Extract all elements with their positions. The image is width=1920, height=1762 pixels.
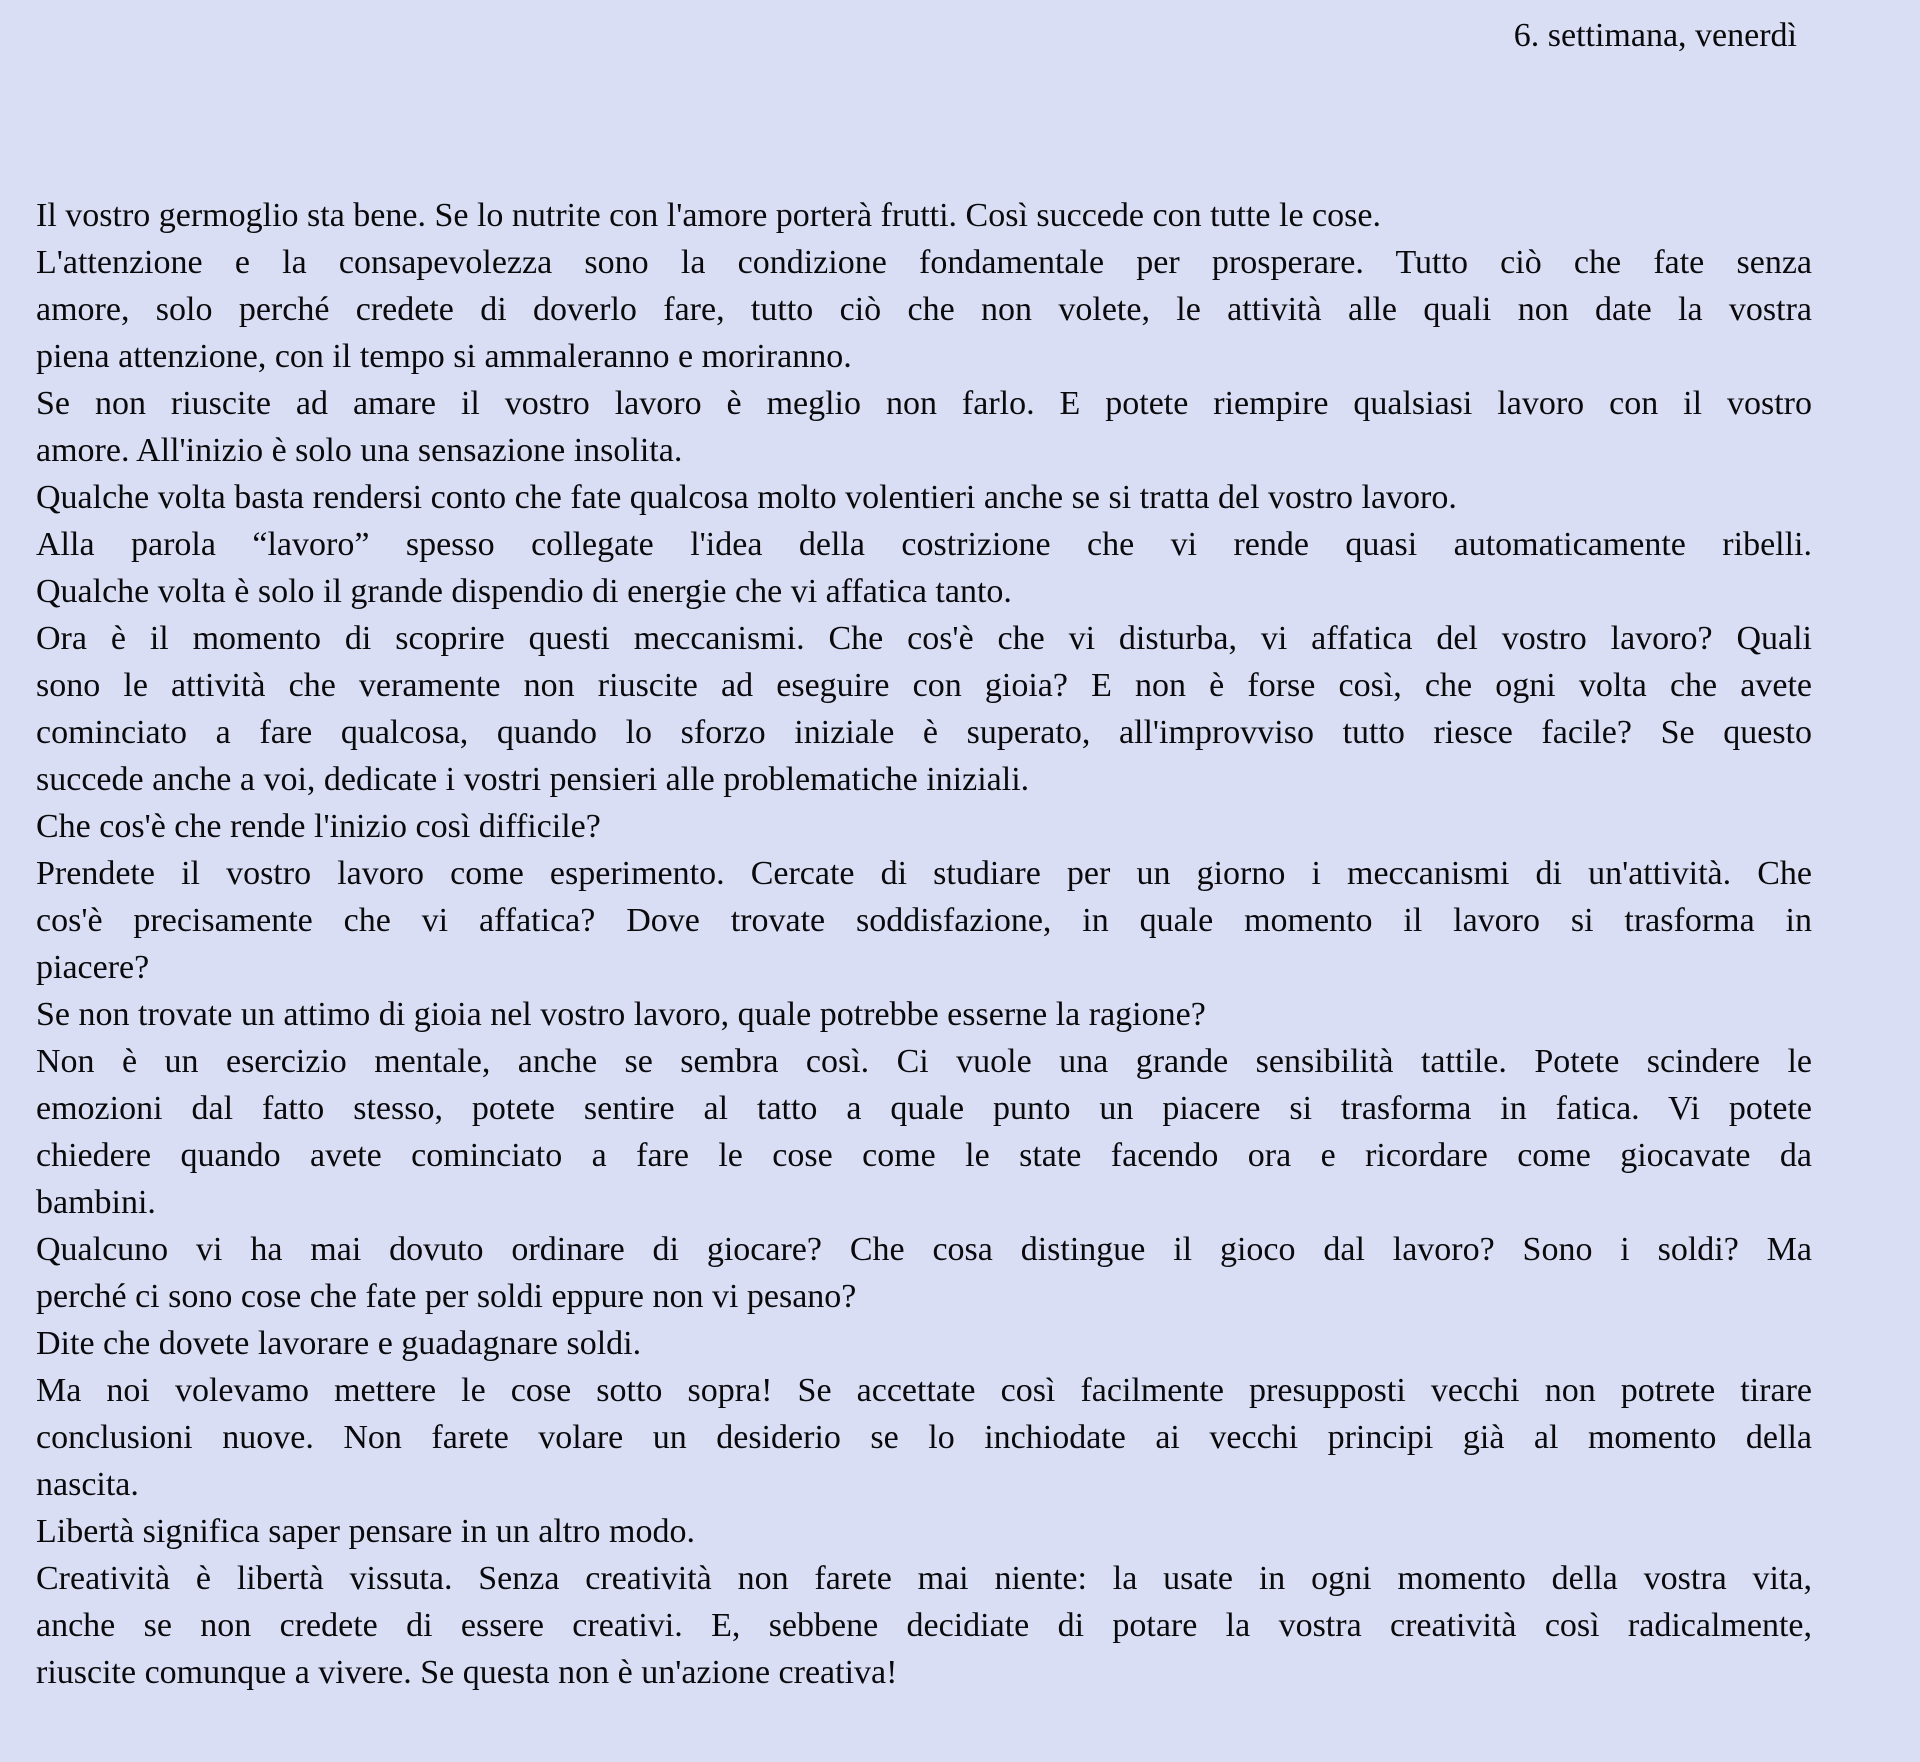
text-line: nascita. [36,1466,139,1503]
text-line: anche se non credete di essere creativi. E, sebbene decidiate di potare la vostra creatività così radicalmente, [36,1607,1812,1644]
paragraph [36,615,1812,803]
text-line: Prendete il vostro lavoro come esperimento. Cercate di studiare per un giorno i meccanismi di un'attività. Che [36,855,1812,892]
text-line: Alla parola “lavoro” spesso collegate l'idea della costrizione che vi rende quasi automaticamente ribelli. [36,526,1812,563]
paragraph [36,1038,1812,1226]
text-line: Qualche volta è solo il grande dispendio di energie che vi affatica tanto. [36,573,1012,610]
text-line: chiedere quando avete cominciato a fare le cose come le state facendo ora e ricordare come giocavate da [36,1137,1812,1174]
text-line: Se non riuscite ad amare il vostro lavoro è meglio non farlo. E potete riempire qualsiasi lavoro con il vostro [36,385,1812,422]
text-line: Il vostro germoglio sta bene. Se lo nutrite con l'amore porterà frutti. Così succede con tutte le cose. [36,197,1381,234]
text-line: Che cos'è che rende l'inizio così difficile? [36,808,601,845]
text-line: bambini. [36,1184,156,1221]
paragraph [36,239,1812,380]
paragraph [36,1555,1812,1696]
paragraph [36,1320,1812,1367]
paragraph [36,1367,1812,1508]
paragraph [36,192,1812,239]
text-line: cominciato a fare qualcosa, quando lo sforzo iniziale è superato, all'improvviso tutto riesce facile? Se questo [36,714,1812,751]
text-line: piena attenzione, con il tempo si ammaleranno e moriranno. [36,338,852,375]
text-line: riuscite comunque a vivere. Se questa non è un'azione creativa! [36,1654,898,1691]
text-line: emozioni dal fatto stesso, potete sentire al tatto a quale punto un piacere si trasforma in fatica. Vi potete [36,1090,1812,1127]
text-line: Creatività è libertà vissuta. Senza creatività non farete mai niente: la usate in ogni momento della vostra vita, [36,1560,1812,1597]
text-line: succede anche a voi, dedicate i vostri pensieri alle problematiche iniziali. [36,761,1030,798]
text-line: Qualche volta basta rendersi conto che fate qualcosa molto volentieri anche se si tratta del vostro lavoro. [36,479,1457,516]
text-line: L'attenzione e la consapevolezza sono la condizione fondamentale per prosperare. Tutto ciò che fate senza [36,244,1812,281]
text-line: Ma noi volevamo mettere le cose sotto sopra! Se accettate così facilmente presupposti vecchi non potrete tirare [36,1372,1812,1409]
paragraph [36,474,1812,521]
text-line: cos'è precisamente che vi affatica? Dove trovate soddisfazione, in quale momento il lavoro si trasforma in [36,902,1812,939]
text-line: sono le attività che veramente non riuscite ad eseguire con gioia? E non è forse così, che ogni volta che avete [36,667,1812,704]
text-line: Libertà significa saper pensare in un altro modo. [36,1513,695,1550]
text-line: Ora è il momento di scoprire questi meccanismi. Che cos'è che vi disturba, vi affatica del vostro lavoro? Quali [36,620,1812,657]
text-line: amore. All'inizio è solo una sensazione insolita. [36,432,683,469]
text-line: piacere? [36,949,150,986]
text-line: Non è un esercizio mentale, anche se sembra così. Ci vuole una grande sensibilità tattile. Potete scindere le [36,1043,1812,1080]
paragraph [36,850,1812,991]
paragraph [36,380,1812,474]
text-line: perché ci sono cose che fate per soldi eppure non vi pesano? [36,1278,857,1315]
paragraph [36,991,1812,1038]
document-body [0,192,1920,1696]
text-line: Dite che dovete lavorare e guadagnare soldi. [36,1325,642,1362]
page-header [0,0,1920,56]
paragraph [36,1226,1812,1320]
paragraph [36,521,1812,615]
week-day-label: 6. settimana, venerdì [1513,17,1797,54]
paragraph [36,803,1812,850]
text-line: Se non trovate un attimo di gioia nel vostro lavoro, quale potrebbe esserne la ragione? [36,996,1206,1033]
paragraph [36,1508,1812,1555]
text-line: amore, solo perché credete di doverlo fare, tutto ciò che non volete, le attività alle quali non date la vostra [36,291,1812,328]
text-line: Qualcuno vi ha mai dovuto ordinare di giocare? Che cosa distingue il gioco dal lavoro? Sono i soldi? Ma [36,1231,1812,1268]
text-line: conclusioni nuove. Non farete volare un desiderio se lo inchiodate ai vecchi principi già al momento della [36,1419,1812,1456]
